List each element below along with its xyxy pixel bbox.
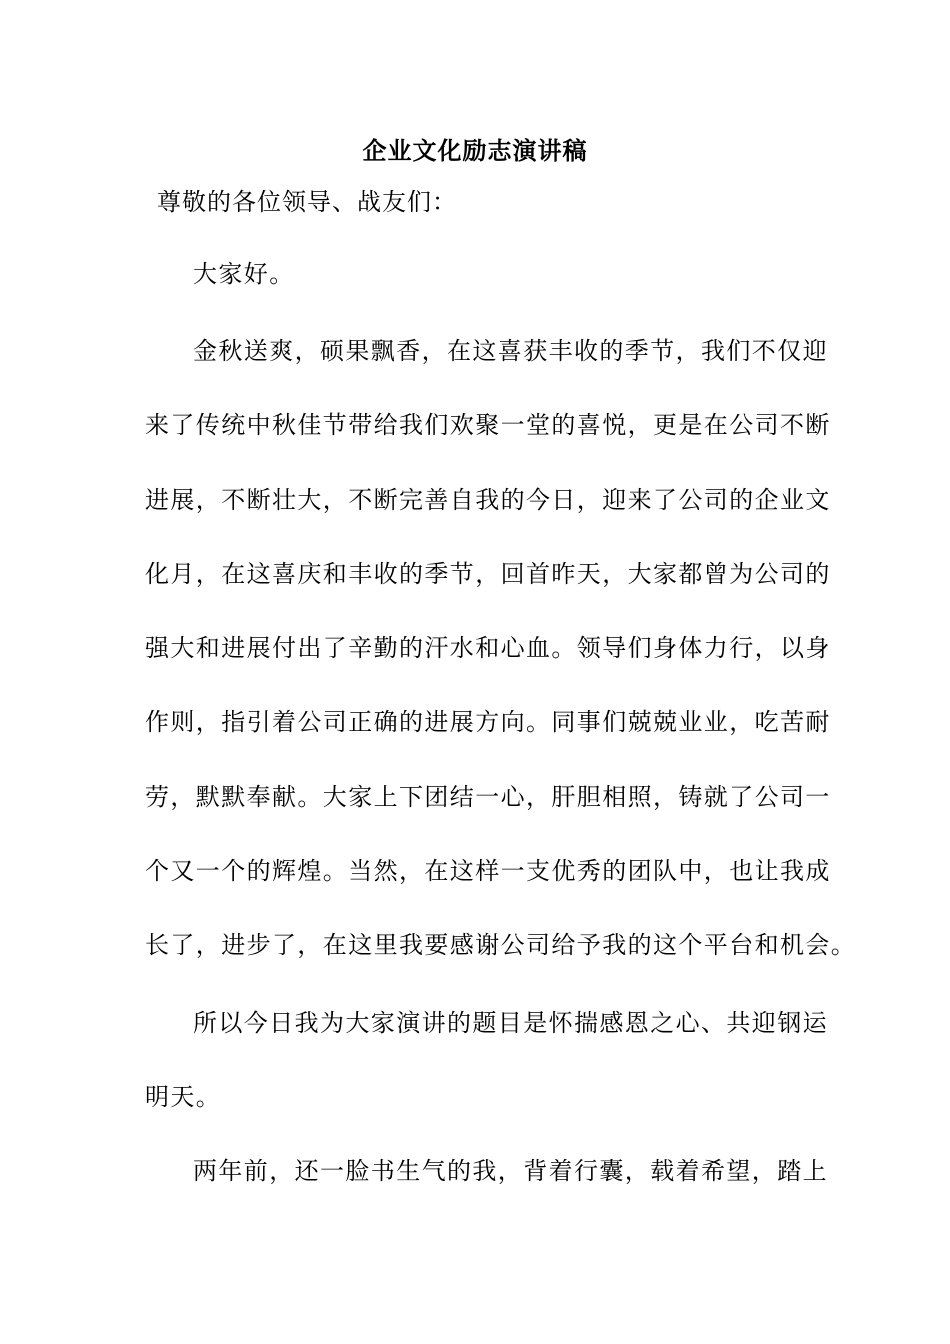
- paragraph-line: 两年前，还一脸书生气的我，背着行囊，载着希望，踏上: [193, 1157, 828, 1185]
- paragraph-line: 明天。: [145, 1083, 222, 1111]
- paragraph-line: 长了，进步了，在这里我要感谢公司给予我的这个平台和机会。: [145, 931, 857, 959]
- paragraph-line: 来了传统中秋佳节带给我们欢聚一堂的喜悦，更是在公司不断: [145, 411, 831, 439]
- paragraph-line: 化月，在这喜庆和丰收的季节，回首昨天，大家都曾为公司的: [145, 560, 831, 588]
- paragraph-line: 个又一个的辉煌。当然，在这样一支优秀的团队中，也让我成: [145, 857, 831, 885]
- paragraph-line: 作则，指引着公司正确的进展方向。同事们兢兢业业，吃苦耐: [145, 708, 831, 736]
- paragraph-line: 劳，默默奉献。大家上下团结一心，肝胆相照，铸就了公司一: [145, 783, 831, 811]
- paragraph-line: 所以今日我为大家演讲的题目是怀揣感恩之心、共迎钢运: [193, 1009, 828, 1037]
- paragraph-line: 强大和进展付出了辛勤的汗水和心血。领导们身体力行，以身: [145, 634, 831, 662]
- paragraph-line: 金秋送爽，硕果飘香，在这喜获丰收的季节，我们不仅迎: [193, 337, 828, 365]
- paragraph-line: 大家好。: [193, 260, 295, 288]
- document-title: 企业文化励志演讲稿: [362, 136, 588, 165]
- salutation: 尊敬的各位领导、战友们：: [157, 188, 457, 216]
- paragraph-line: 进展，不断壮大，不断完善自我的今日，迎来了公司的企业文: [145, 486, 831, 514]
